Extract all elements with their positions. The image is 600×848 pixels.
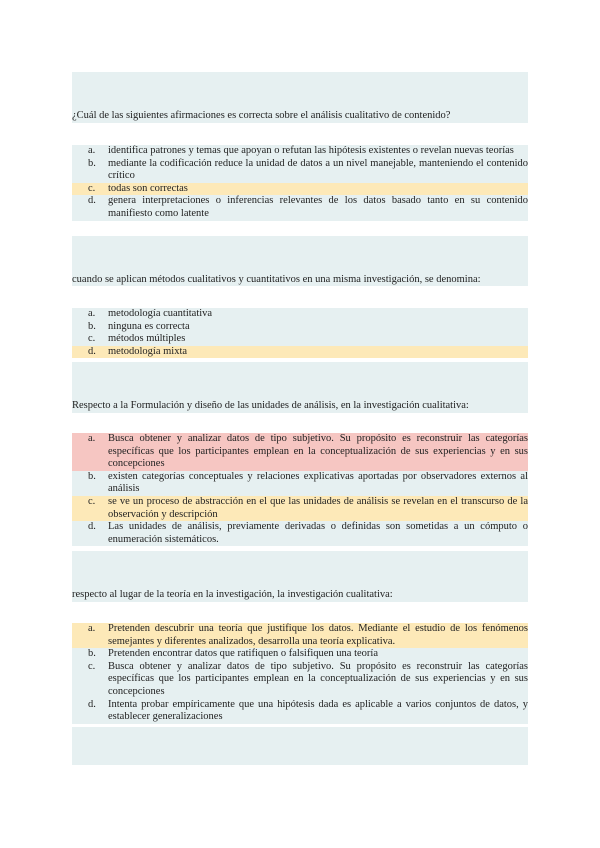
option-text: Pretenden descubrir una teoría que justifique los datos. Mediante el estudio de los fenómenos semejantes y diferentes analizados, desarrolla una teoría explicativa. (108, 623, 528, 647)
options-block (72, 433, 528, 546)
option-b (72, 321, 528, 334)
option-text: ninguna es correcta (108, 320, 190, 332)
option-letter: a. (88, 623, 96, 634)
option-letter: c. (88, 660, 96, 672)
option-text: mediante la codificación reduce la unidad de datos a un nivel manejable, manteniendo el contenido crítico (108, 157, 528, 182)
options-block (72, 145, 528, 221)
option-text: Intenta probar empíricamente que una hipótesis dada es aplicable a varios conjuntos de datos, y establecer generalizaciones (108, 698, 528, 723)
option-letter: b. (88, 157, 96, 169)
option-d (72, 195, 528, 220)
option-b (72, 158, 528, 183)
option-a (72, 308, 528, 321)
option-c (72, 661, 528, 699)
option-letter: d. (88, 698, 96, 710)
option-text: identifica patrones y temas que apoyan o refutan las hipótesis existentes o revelan nuevas teorías (108, 145, 514, 156)
question-text: ¿Cuál de las siguientes afirmaciones es correcta sobre el análisis cualitativo de contenido? (72, 110, 451, 121)
option-text: metodología cuantitativa (108, 308, 213, 319)
option-a (72, 145, 528, 158)
option-text: Pretenden encontrar datos que ratifiquen o falsifiquen una teoría (108, 648, 378, 660)
option-text: métodos múltiples (108, 333, 186, 345)
option-text: Busca obtener y analizar datos de tipo subjetivo. Su propósito es reconstruir las categorías específicas que los participantes emplean en la conceptualización de sus experiencias y en sus concepciones (108, 660, 528, 697)
question-text: Respecto a la Formulación y diseño de las unidades de análisis, en la investigación cualitativa: (72, 400, 469, 411)
option-text: Busca obtener y analizar datos de tipo subjetivo. Su propósito es reconstruir las categorías específicas que los participantes emplean en la conceptualización de sus experiencias y en sus concepciones (108, 433, 528, 470)
option-letter: b. (88, 648, 96, 660)
option-b (72, 471, 528, 496)
option-a (72, 623, 528, 648)
option-text: se ve un proceso de abstracción en el que las unidades de análisis se revelan en el transcurso de la observación y descripción (108, 495, 528, 520)
options-block (72, 308, 528, 358)
question-text: respecto al lugar de la teoría en la investigación, la investigación cualitativa: (72, 589, 393, 600)
option-text: Las unidades de análisis, previamente derivadas o definidas son sometidas a un cómputo o enumeración sistemáticos. (108, 521, 528, 545)
option-text: existen categorías conceptuales y relaciones explicativas aportadas por observadores externos al análisis (108, 470, 528, 495)
option-text: todas son correctas (108, 182, 188, 194)
option-letter: d. (88, 195, 96, 207)
option-text: genera interpretaciones o inferencias relevantes de los datos basado tanto en su contenido manifiesto como latente (108, 195, 528, 219)
option-c (72, 333, 528, 346)
option-c (72, 183, 528, 196)
option-text: metodología mixta (108, 345, 188, 357)
option-b (72, 648, 528, 661)
option-letter: b. (88, 470, 96, 482)
option-letter: d. (88, 345, 96, 357)
option-c (72, 496, 528, 521)
option-letter: b. (88, 320, 96, 332)
option-letter: d. (88, 521, 96, 533)
footer-band (72, 727, 528, 765)
options-block (72, 623, 528, 724)
option-letter: a. (88, 308, 96, 319)
option-d (72, 346, 528, 359)
option-letter: c. (88, 333, 96, 345)
option-letter: a. (88, 145, 96, 156)
option-letter: c. (88, 495, 96, 507)
question-text: cuando se aplican métodos cualitativos y cuantitativos en una misma investigación, se denomina: (72, 274, 481, 285)
option-a (72, 433, 528, 471)
option-d (72, 699, 528, 724)
option-letter: a. (88, 433, 96, 444)
option-d (72, 521, 528, 546)
option-letter: c. (88, 182, 96, 194)
